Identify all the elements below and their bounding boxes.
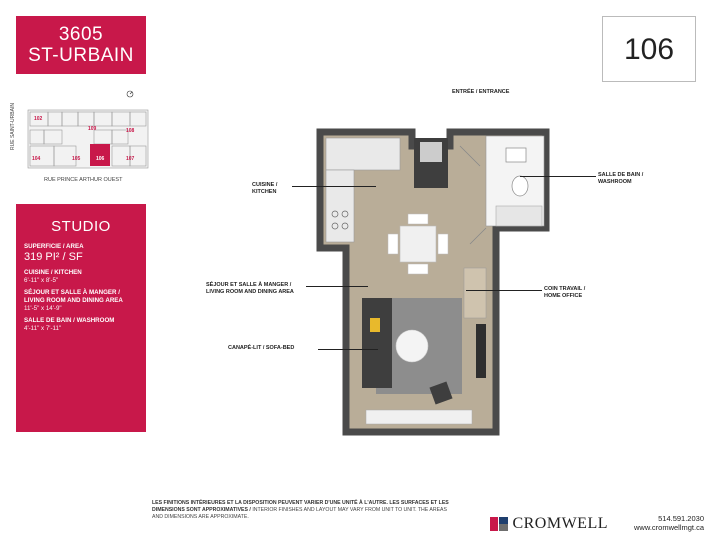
keyplan-unit-107: 107: [126, 156, 135, 162]
keyplan-street-horizontal: RUE PRINCE ARTHUR OUEST: [44, 177, 123, 183]
plan-living-label: SÉJOUR ET SALLE À MANGER / LIVING ROOM AND DINING AREA: [206, 282, 294, 295]
building-number: 3605: [58, 24, 104, 45]
office-leader-line: [466, 290, 542, 291]
plan-office-label: COIN TRAVAIL / HOME OFFICE: [544, 286, 586, 299]
sofa-leader-line: [318, 349, 378, 350]
room-washroom-dims: 4'-11" x 7'-11": [24, 325, 62, 332]
area-label: SUPERFICIE / AREA: [24, 243, 84, 250]
keyplan-unit-108: 108: [126, 128, 135, 134]
unit-number: 106: [602, 16, 696, 82]
area-value: 319 PI² / SF: [24, 251, 83, 263]
building-address-box: [16, 16, 146, 74]
website-link[interactable]: www.cromwellmgt.ca: [633, 523, 704, 532]
keyplan-unit-106: 106: [96, 156, 105, 162]
contact-block: [620, 514, 704, 532]
plan-washroom-label: SALLE DE BAIN / WASHROOM: [598, 172, 644, 185]
disclaimer-fr: LES FINITIONS INTÉRIEURES ET LA DISPOSITION PEUVENT VARIER D'UNE UNITÉ À L'AUTRE. LES SURFACES ET LES DIMENSIONS SONT APPROXIMATIVES /: [152, 500, 449, 513]
building-street: ST-URBAIN: [28, 45, 134, 66]
keyplan-unit-105: 105: [72, 156, 81, 162]
phone-number: 514.591.2030: [658, 514, 704, 523]
plan-sofa-label: CANAPÉ-LIT / SOFA-BED: [228, 345, 295, 351]
room-living-dims: 11'-5" x 14'-9": [24, 305, 62, 312]
cromwell-logo: [490, 515, 608, 533]
keyplan-unit-109: 109: [88, 126, 97, 132]
cromwell-logo-icon: [490, 517, 508, 531]
keyplan-unit-102: 102: [34, 116, 43, 122]
room-living-label: SÉJOUR ET SALLE À MANGER / LIVING ROOM AND DINING AREA: [24, 289, 123, 304]
studio-panel: [16, 204, 146, 432]
kitchen-leader-line: [292, 186, 376, 187]
floor-plan: [300, 128, 570, 438]
keyplan-street-vertical: RUE SAINT-URBAIN: [10, 103, 16, 150]
keyplan-map: [14, 90, 150, 178]
room-washroom-label: SALLE DE BAIN / WASHROOM: [24, 317, 115, 324]
room-kitchen-dims: 6'-11" x 8'-5": [24, 277, 59, 284]
keyplan-unit-104: 104: [32, 156, 41, 162]
disclaimer-en: INTERIOR FINISHES AND LAYOUT MAY VARY FROM UNIT TO UNIT. THE AREAS AND DIMENSIONS ARE APPROXIMATE.: [152, 506, 447, 520]
brand-name: CROMWELL: [512, 515, 608, 532]
plan-kitchen-label: CUISINE / KITCHEN: [252, 182, 278, 195]
living-leader-line: [306, 286, 368, 287]
plan-entrance-label: ENTRÉE / ENTRANCE: [452, 89, 510, 95]
disclaimer: [152, 500, 452, 520]
washroom-leader-line: [520, 176, 596, 177]
room-kitchen-label: CUISINE / KITCHEN: [24, 269, 82, 276]
studio-title: STUDIO: [51, 218, 111, 235]
